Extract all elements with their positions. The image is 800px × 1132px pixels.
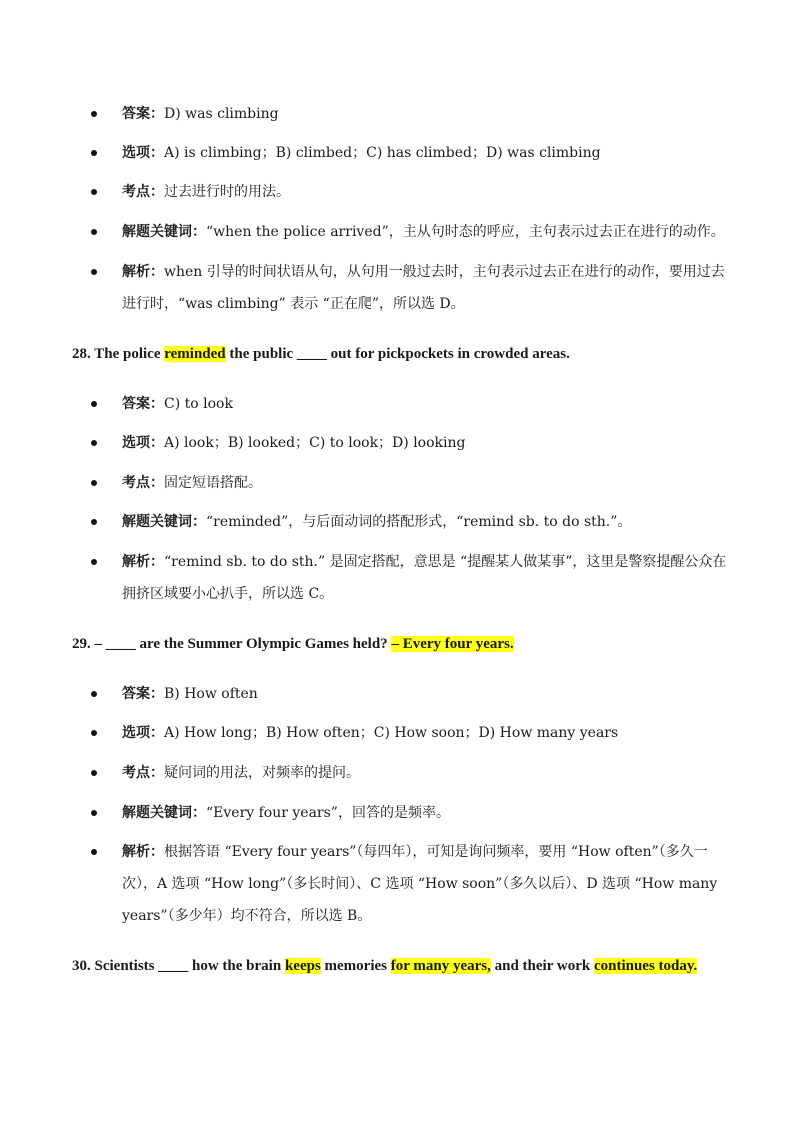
q27-keywords xyxy=(96,216,736,248)
question-text: the public ____ out for pickpockets in crowded areas. xyxy=(225,346,570,362)
options-label: 选项： xyxy=(122,145,164,161)
point-text: 固定短语搭配。 xyxy=(164,475,262,491)
point-label: 考点： xyxy=(122,475,164,491)
bullet xyxy=(91,849,97,855)
highlighted-text: continues today. xyxy=(593,958,698,974)
q29-options xyxy=(96,717,736,749)
bullet xyxy=(91,440,97,446)
q29-answer xyxy=(96,678,736,710)
bullet xyxy=(91,189,97,195)
bullet xyxy=(91,519,97,525)
bullet xyxy=(91,401,97,407)
options-text: A) look；B) looked；C) to look；D) looking xyxy=(164,435,466,451)
answer-text: D) was climbing xyxy=(164,106,279,122)
question-text: memories xyxy=(320,958,391,974)
answer-label: 答案： xyxy=(122,106,164,122)
analysis-text: 根据答语 “Every four years”（每四年），可知是询问频率，要用 “How often”（多久一次），A 选项 “How long”（多长时间）、C 选项 “How soon”（多久以后）、D 选项 “How many years”（多少年）均不符合，所以选 B。 xyxy=(122,844,718,924)
answer-label: 答案： xyxy=(122,396,164,412)
keywords-label: 解题关键词： xyxy=(122,805,206,821)
q28-analysis xyxy=(96,546,736,610)
question-28 xyxy=(72,343,772,365)
options-text: A) How long；B) How often；C) How soon；D) How many years xyxy=(164,725,619,741)
question-text: and their work xyxy=(490,958,594,974)
keywords-label: 解题关键词： xyxy=(122,224,206,240)
q29-analysis xyxy=(96,836,736,932)
keywords-text: “when the police arrived”，主从句时态的呼应，主句表示过去正在进行的动作。 xyxy=(206,224,725,240)
bullet xyxy=(91,770,97,776)
analysis-label: 解析： xyxy=(122,844,164,860)
bullet xyxy=(91,111,97,117)
q29-point xyxy=(96,757,736,789)
question-30 xyxy=(72,955,772,977)
q27-point xyxy=(96,176,736,208)
bullet xyxy=(91,229,97,235)
answer-text: C) to look xyxy=(164,396,233,412)
bullet xyxy=(91,691,97,697)
q28-point xyxy=(96,467,736,499)
bullet xyxy=(91,730,97,736)
answer-label: 答案： xyxy=(122,686,164,702)
highlighted-text: reminded xyxy=(164,346,226,362)
bullet xyxy=(91,480,97,486)
question-text: 29. – ____ are the Summer Olympic Games held? xyxy=(72,636,392,652)
keywords-text: “Every four years”，回答的是频率。 xyxy=(206,805,450,821)
analysis-text: when 引导的时间状语从句，从句用一般过去时，主句表示过去正在进行的动作，要用过去进行时，“was climbing” 表示 “正在爬”，所以选 D。 xyxy=(122,264,725,312)
analysis-label: 解析： xyxy=(122,264,164,280)
highlighted-text: for many years, xyxy=(390,958,491,974)
q28-options xyxy=(96,427,736,459)
highlighted-text: keeps xyxy=(284,958,321,974)
point-text: 疑问词的用法，对频率的提问。 xyxy=(164,765,360,781)
point-text: 过去进行时的用法。 xyxy=(164,184,290,200)
keywords-text: “reminded”，与后面动词的搭配形式，“remind sb. to do sth.”。 xyxy=(206,514,632,530)
q27-answer xyxy=(96,98,736,130)
q27-options xyxy=(96,137,736,169)
question-29 xyxy=(72,633,772,655)
bullet xyxy=(91,150,97,156)
highlighted-text: – Every four years. xyxy=(391,636,514,652)
keywords-label: 解题关键词： xyxy=(122,514,206,530)
answer-text: B) How often xyxy=(164,686,258,702)
question-text: 28. The police xyxy=(72,346,165,362)
q28-keywords xyxy=(96,506,736,538)
analysis-label: 解析： xyxy=(122,554,164,570)
q28-answer xyxy=(96,388,736,420)
question-text: 30. Scientists ____ how the brain xyxy=(72,958,285,974)
q29-keywords xyxy=(96,797,736,829)
bullet xyxy=(91,269,97,275)
bullet xyxy=(91,810,97,816)
options-label: 选项： xyxy=(122,725,164,741)
options-label: 选项： xyxy=(122,435,164,451)
point-label: 考点： xyxy=(122,184,164,200)
analysis-text: “remind sb. to do sth.” 是固定搭配，意思是 “提醒某人做某事”，这里是警察提醒公众在拥挤区域要小心扒手，所以选 C。 xyxy=(122,554,727,602)
options-text: A) is climbing；B) climbed；C) has climbed；D) was climbing xyxy=(164,145,601,161)
q27-analysis xyxy=(96,256,736,320)
point-label: 考点： xyxy=(122,765,164,781)
bullet xyxy=(91,559,97,565)
